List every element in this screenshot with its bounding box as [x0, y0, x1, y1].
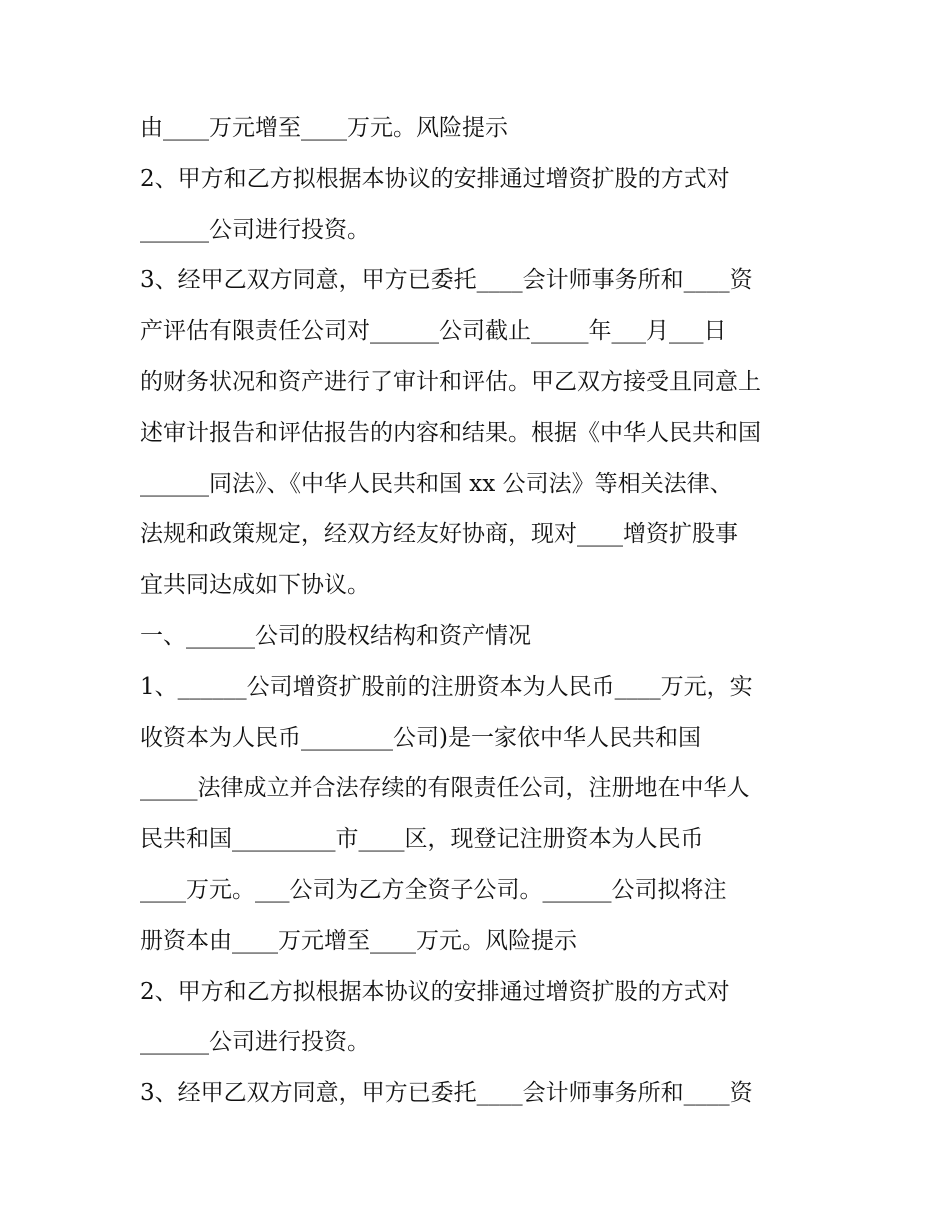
text-line: 宜共同达成如下协议。	[140, 572, 370, 599]
text-line: 民共和国_________市____区，现登记注册资本为人民币	[140, 826, 704, 853]
text-line: 2、甲方和乙方拟根据本协议的安排通过增资扩股的方式对	[140, 165, 730, 192]
text-line: ____万元。___公司为乙方全资子公司。______公司拟将注	[140, 876, 727, 903]
text-line: 2、甲方和乙方拟根据本协议的安排通过增资扩股的方式对	[140, 978, 730, 1005]
text-line: 3、经甲乙双方同意，甲方已委托____会计师事务所和____资	[140, 267, 753, 294]
text-line: ______公司进行投资。	[140, 216, 370, 243]
text-line: ______同法》、《中华人民共和国 xx 公司法》等相关法律、	[140, 470, 733, 497]
text-line: 收资本为人民币________公司)是一家依中华人民共和国	[140, 724, 701, 751]
text-line: 法规和政策规定，经双方经友好协商，现对____增资扩股事	[140, 521, 738, 548]
text-line: _____法律成立并合法存续的有限责任公司，注册地在中华人	[140, 775, 750, 802]
document-body	[140, 103, 830, 1119]
section-heading: 一、______公司的股权结构和资产情况	[140, 622, 531, 649]
text-line: 由____万元增至____万元。风险提示	[140, 115, 508, 141]
text-line: 册资本由____万元增至____万元。风险提示	[140, 927, 577, 954]
text-line: 1、______公司增资扩股前的注册资本为人民币____万元，实	[140, 673, 753, 700]
text-line: ______公司进行投资。	[140, 1029, 370, 1056]
text-line: 3、经甲乙双方同意，甲方已委托____会计师事务所和____资	[140, 1080, 753, 1107]
text-line: 的财务状况和资产进行了审计和评估。甲乙双方接受且同意上	[140, 368, 761, 395]
text-line: 述审计报告和评估报告的内容和结果。根据《中华人民共和国	[140, 419, 761, 446]
text-line: 产评估有限责任公司对______公司截止_____年___月___日	[140, 318, 727, 345]
